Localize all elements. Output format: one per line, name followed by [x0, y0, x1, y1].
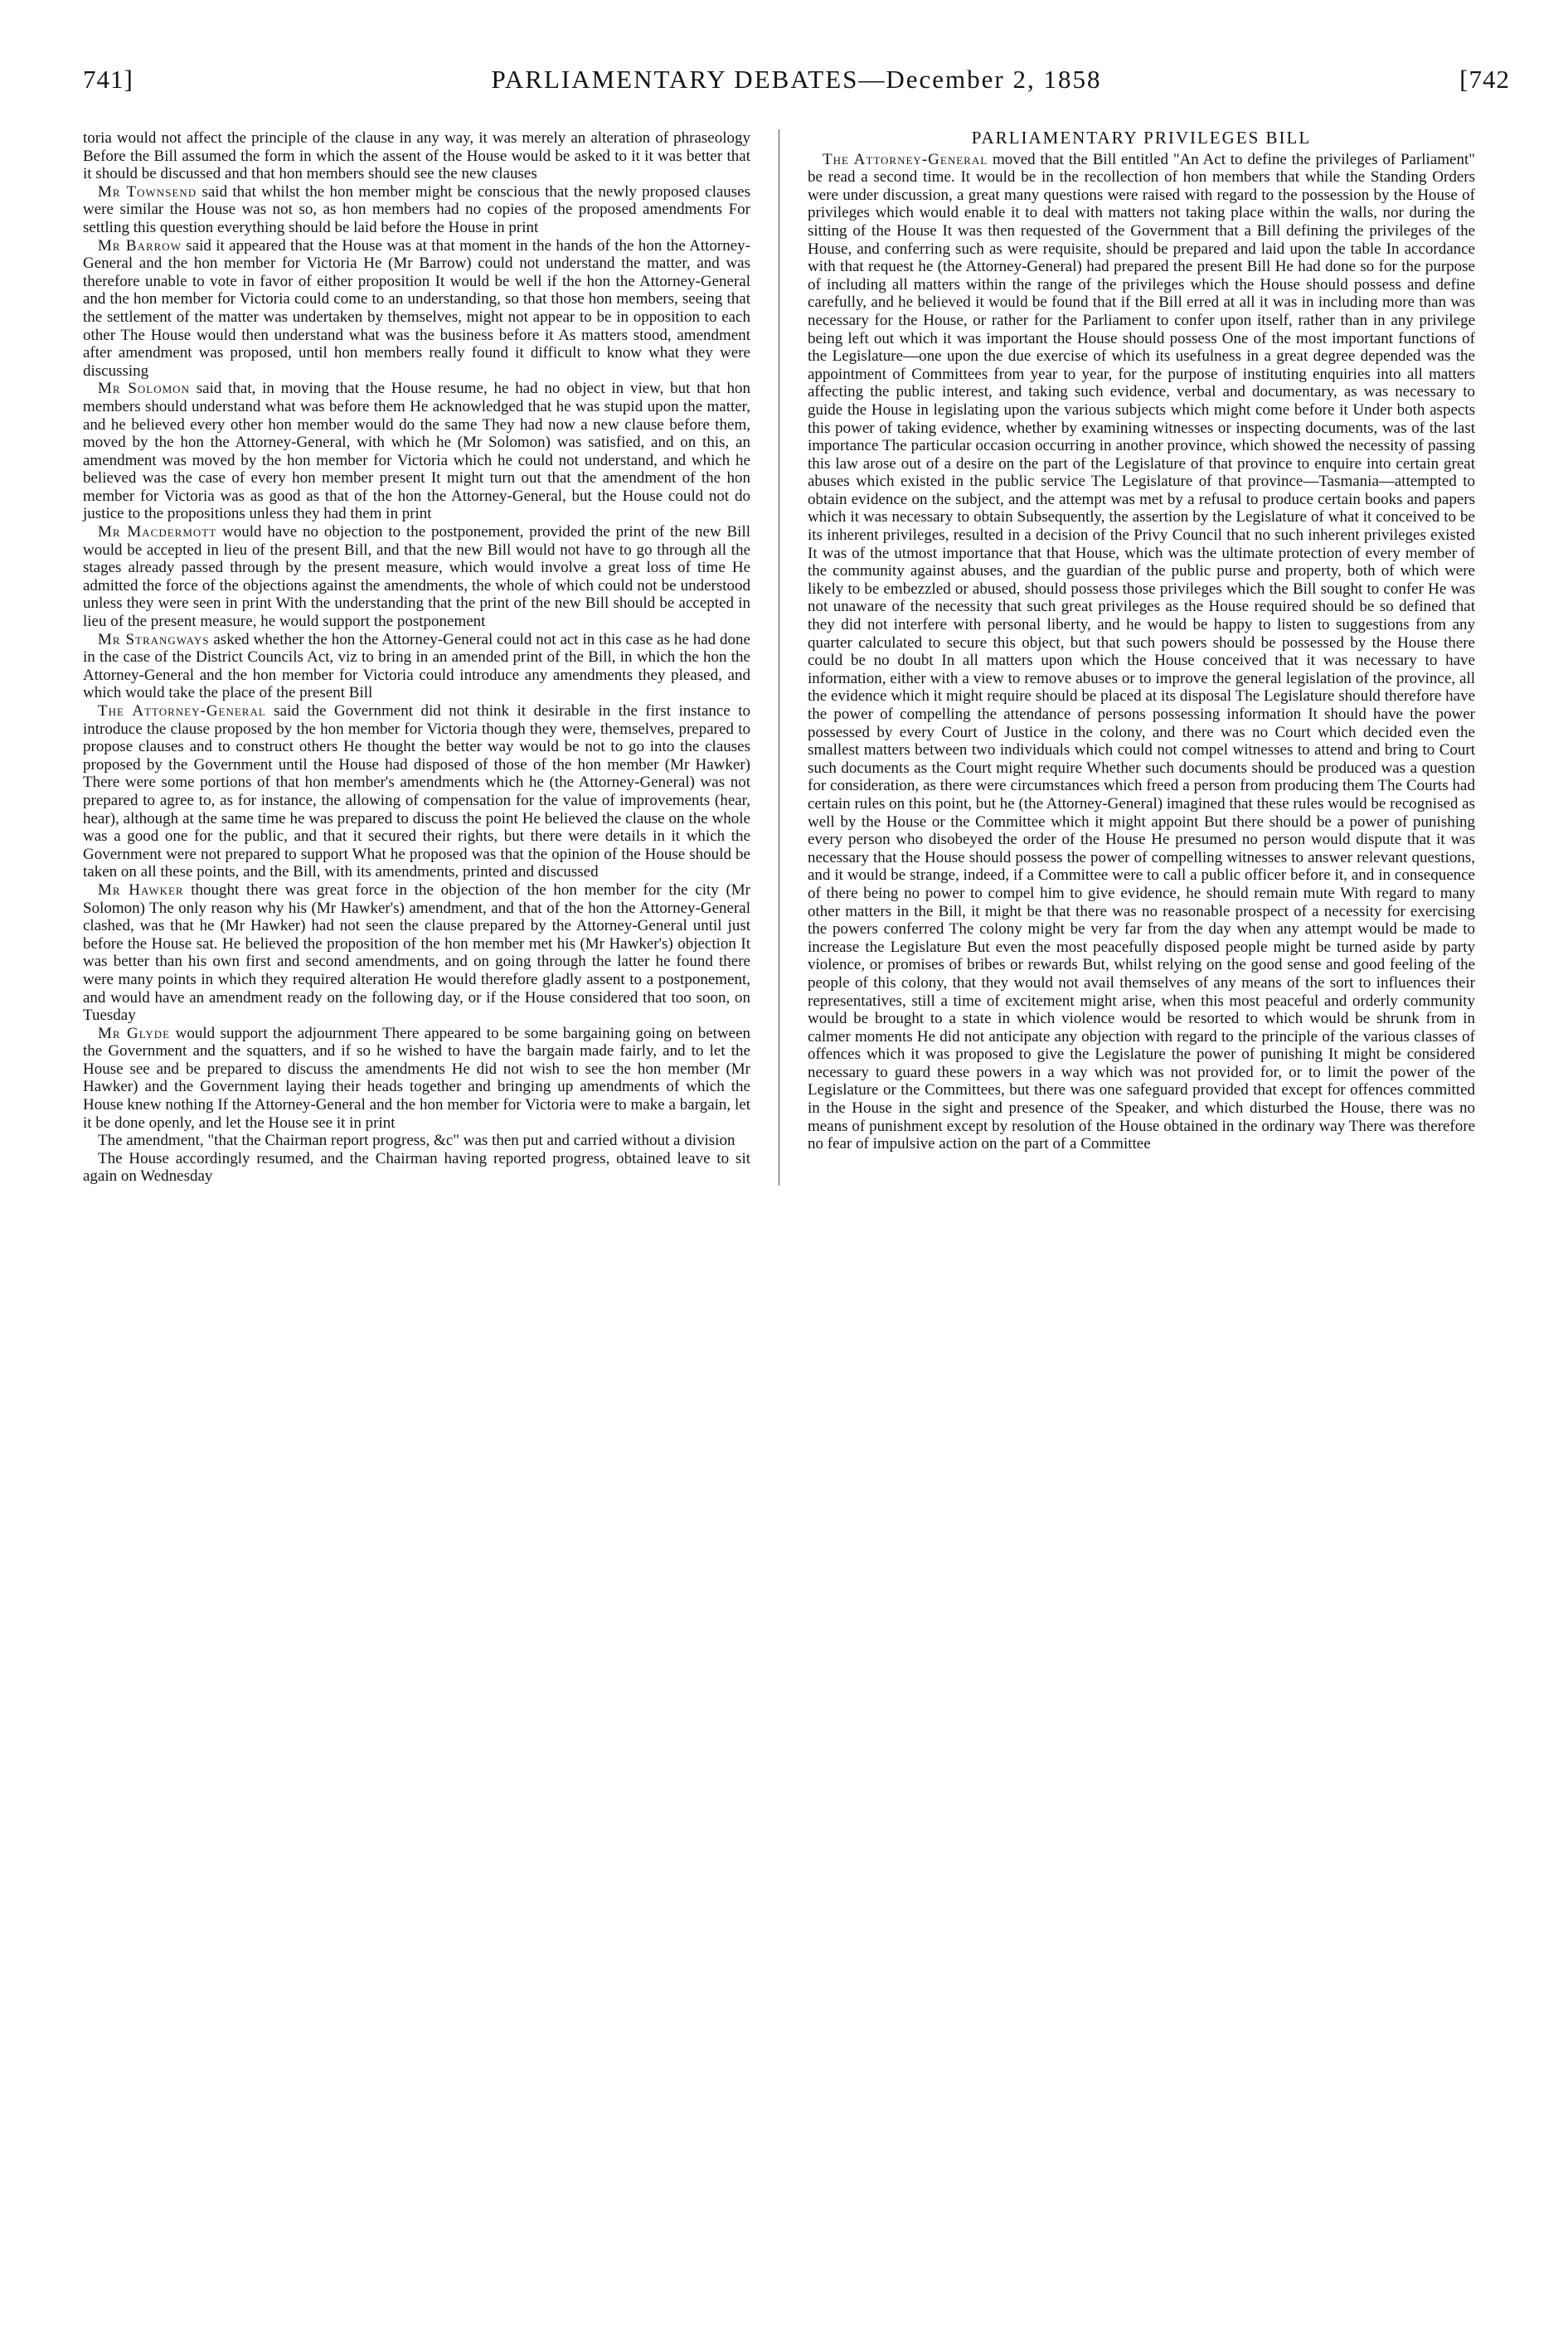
two-column-body [83, 129, 1510, 1186]
paragraph [83, 881, 750, 1025]
paragraph-text: thought there was great force in the objection of the hon member for the city (Mr Solomon) The only reason why his (Mr Hawker's) amendment, and that of the hon the Attorney-General clashed, was that he (Mr Hawker) had not seen the clause prepared by the Attorney-General until just before the House sat. He believed the proposition of the hon member met his (Mr Hawker's) objection It was better than his own first and second amendments, and on going through the latter he found there were many points in which they required alteration He would therefore gladly assent to a postponement, and would have an amendment ready on the following day, or if the House considered that too soon, on Tuesday [83, 881, 750, 1025]
right-column [808, 129, 1475, 1186]
running-title: PARLIAMENTARY DEBATES—December 2, 1858 [491, 65, 1102, 94]
paragraph [83, 702, 750, 881]
paragraph [83, 1025, 750, 1133]
speaker-name: Mr Townsend [98, 182, 197, 201]
paragraph [83, 380, 750, 523]
bill-heading: PARLIAMENTARY PRIVILEGES BILL [971, 128, 1312, 148]
paragraph [83, 1132, 750, 1150]
paragraph [83, 183, 750, 237]
speaker-name: Mr Macdermott [98, 523, 217, 541]
paragraph [83, 1150, 750, 1186]
paragraph-text: said that whilst the hon member might be conscious that the newly proposed clauses were similar the House was not so, as hon members had no copies of the proposed amendments For settling this question everything should be laid before the House in print [83, 182, 751, 236]
speaker-name: The Attorney-General [98, 702, 266, 720]
paragraph-text: The House accordingly resumed, and the Chairman having reported progress, obtained leave to sit again on Wednesday [83, 1149, 750, 1186]
right-page-number: [742 [1459, 65, 1510, 94]
speaker-name: Mr Barrow [98, 236, 182, 255]
speaker-name: The Attorney-General [823, 150, 988, 168]
paragraph-text: The amendment, "that the Chairman report progress, &c" was then put and carried without a division [98, 1132, 735, 1150]
speaker-name: Mr Glyde [98, 1024, 171, 1042]
paragraph-text: toria would not affect the principle of the clause in any way, it was merely an alteration of phraseology Before the Bill assumed the form in which the assent of the House would be asked to it it was better that it should be discussed and that hon members should see the new clauses [83, 129, 750, 183]
paragraph-text: moved that the Bill entitled "An Act to define the privileges of Parliament" be read a second time. It would be in the recollection of hon members that while the Standing Orders were under discussion, a great many questions were raised with regard to the possession by the House of privileges which would enable it to deal with matters not taking place within the walls, nor during the sitting of the House It was then requested of the Government that a Bill defining the privileges of the House, and conferring such as were requisite, should be prepared and laid upon the table In accordance with that request he (the Attorney-General) had prepared the present Bill He had done so for the purpose of including all matters within the range of the privileges which the House should possess and define carefully, and he believed it would be found that if the Bill erred at all it was in including more than was necessary for the House, or rather for the Parliament to confer upon itself, rather than in any privilege being left out which it was important the House should possess One of the most important functions of the Legislature—one upon the due exercise of which its usefulness in a great degree depended was the appointment of Committees from year to year, for the purpose of instituting enquiries into all matters affecting the public interest, and taking such evidence, verbal and documentary, as was necessary to guide the House in legislating upon the various subjects which might come before it Under both aspects this power of taking evidence, whether by examining witnesses or inspecting documents, was of the last importance The particular occasion occurring in another province, which showed the necessity of passing this law arose out of a desire on the part of the Legislature of that province to enquire into certain great abuses which existed in the public service The Legislature of that province—Tasmania—attempted to obtain evidence on the subject, and the attempt was met by a refusal to produce certain books and papers which it was necessary to obtain Subsequently, the assertion by the Legislature of what it conceived to be its inherent privileges, resulted in a decision of the Privy Council that no such inherent privileges existed It was of the utmost importance that that House, which was the ultimate protection of every member of the community against abuses, and the guardian of the public purse and property, both of which were likely to be embezzled or abused, should possess those privileges which the Bill sought to confer He was not unaware of the necessity that such great privileges as the House required should be so defined that they did not interfere with personal liberty, and he would be happy to listen to suggestions from any quarter calculated to secure this object, but that such powers should be possessed by the House there could be no doubt In all matters upon which the House conceived that it was necessary to have information, either with a view to remove abuses or to improve the general legislation of the province, all the evidence which it might require should be placed at its disposal The Legislature should therefore have the power of compelling the attendance of persons possessing information It should have the power possessed by every Court of Justice in the colony, and there was no Court which decided even the smallest matters between two individuals which could not compel witnesses to attend and bring to Court such documents as the Court might require Whether such documents should be produced was a question for consideration, as there were circumstances which freed a person from producing them The Courts had certain rules on this point, but he (the Attorney-General) imagined that these rules would be recognised as well by the House or the Committee which it might appoint But there should be a power of punishing every person who disobeyed the order of the House He presumed no person would dispute that it was necessary that the House should possess the power of compelling witnesses to answer relevant questions, and it would be strange, indeed, if a Committee were to call a public officer before it, and in consequence of there being no power to compel him to give evidence, he should remain mute With regard to many other matters in the Bill, it might be that there was no reasonable prospect of a necessity for exercising the powers conferred The colony might be very far from the day when any attempt would be made to increase the Legislature But even the most peacefully disposed people might be turned aside by party violence, or promises of bribes or rewards But, whilst relying on the good sense and good feeling of the people of this colony, that they would not avail themselves of any means of the sort to influences their representatives, still a time of excitement might arise, when this most peaceful and orderly community would be brought to a state in which violence would be resorted to which would be shrunk from in calmer moments He did not anticipate any objection with regard to the principle of the various classes of offences which it was proposed to give the Legislature the power of punishing It might be considered necessary to guard these powers in a way which was not provided for, or to limit the power of the Legislature or the Committees, but there was one safeguard provided that except for offences committed in the House in the sight and presence of the Speaker, and which disturbed the House, there was no means of punishment except by resolution of the House obtained in the ordinary way There was therefore no fear of impulsive action on the part of a Committee [808, 150, 1476, 1153]
paragraph-text: would have no objection to the postponement, provided the print of the new Bill would be accepted in lieu of the present Bill, and that the new Bill would not have to go through all the stages already passed through by the present measure, which would involve a great loss of time He admitted the force of the objections against the amendments, the whole of which could not be understood unless they were seen in print With the understanding that the print of the new Bill should be accepted in lieu of the present measure, he would support the postponement [83, 523, 750, 631]
paragraph-text: said that, in moving that the House resume, he had no object in view, but that hon members should understand what was before them He acknowledged that he was stupid upon the matter, and he believed every other hon member would do the same They had now a new clause before them, moved by the hon the Attorney-General, with which he (Mr Solomon) was satisfied, and on this, an amendment was moved by the hon member for Victoria which he could not understand, and which he believed was the case of every hon member present It might turn out that the amendment of the hon member for Victoria was as good as that of the hon the Attorney-General, but the House could not do justice to the propositions unless they had them in print [83, 380, 750, 523]
paragraph [83, 523, 750, 631]
speaker-name: Mr Hawker [98, 881, 184, 899]
paragraph-text: said the Government did not think it desirable in the first instance to introduce the clause proposed by the hon member for Victoria though they were, themselves, prepared to propose clauses and to construct others He thought the better way would be not to go into the clauses proposed by the Government until the House had disposed of those of the hon member (Mr Hawker) There were some portions of that hon member's amendments which he (the Attorney-General) was not prepared to agree to, as for instance, the allowing of compensation for the value of improvements (hear, hear), although at the same time he was prepared to discuss the point He believed the clause on the whole was a good one for the public, and that it secured their rights, but there were details in it which the Government were not prepared to support What he proposed was that the opinion of the House should be taken on all these points, and the Bill, with its amendments, printed and discussed [83, 702, 750, 881]
speaker-name: Mr Solomon [98, 380, 190, 398]
paragraph [808, 151, 1475, 1153]
paragraph [83, 237, 750, 381]
page-header [83, 65, 1510, 111]
speaker-name: Mr Strangways [98, 630, 210, 648]
left-page-number: 741] [83, 65, 133, 94]
right-column-body [808, 151, 1475, 1153]
paragraph-text: asked whether the hon the Attorney-General could not act in this case as he had done in the case of the District Councils Act, viz to bring in an amended print of the Bill, in which the hon the Attorney-General and the hon member for Victoria could introduce any amendments they pleased, and which would take the place of the present Bill [83, 630, 750, 702]
paragraph-text: would support the adjournment There appeared to be some bargaining going on between the Government and the squatters, and if so he wished to have the bargain made fairly, and to let the House see and be prepared to discuss the amendments He did not wish to see the hon member (Mr Hawker) and the Government laying their heads together and bringing up amendments of which the House knew nothing If the Attorney-General and the hon member for Victoria were to make a bargain, let it be done openly, and let the House see it in print [83, 1024, 750, 1132]
left-column [83, 129, 750, 1186]
paragraph [83, 129, 750, 183]
paragraph-text: said it appeared that the House was at that moment in the hands of the hon the Attorney-General and the hon member for Victoria He (Mr Barrow) could not understand the matter, and was therefore unable to vote in favor of either proposition It would be well if the hon the Attorney-General and the hon member for Victoria could come to an understanding, so that those hon members, seeing that the settlement of the matter was undertaken by themselves, might not appear to be in opposition to each other The House would then understand what was the business before it As matters stood, amendment after amendment was proposed, until hon members really found it difficult to know what they were discussing [83, 236, 750, 380]
paragraph [83, 631, 750, 702]
